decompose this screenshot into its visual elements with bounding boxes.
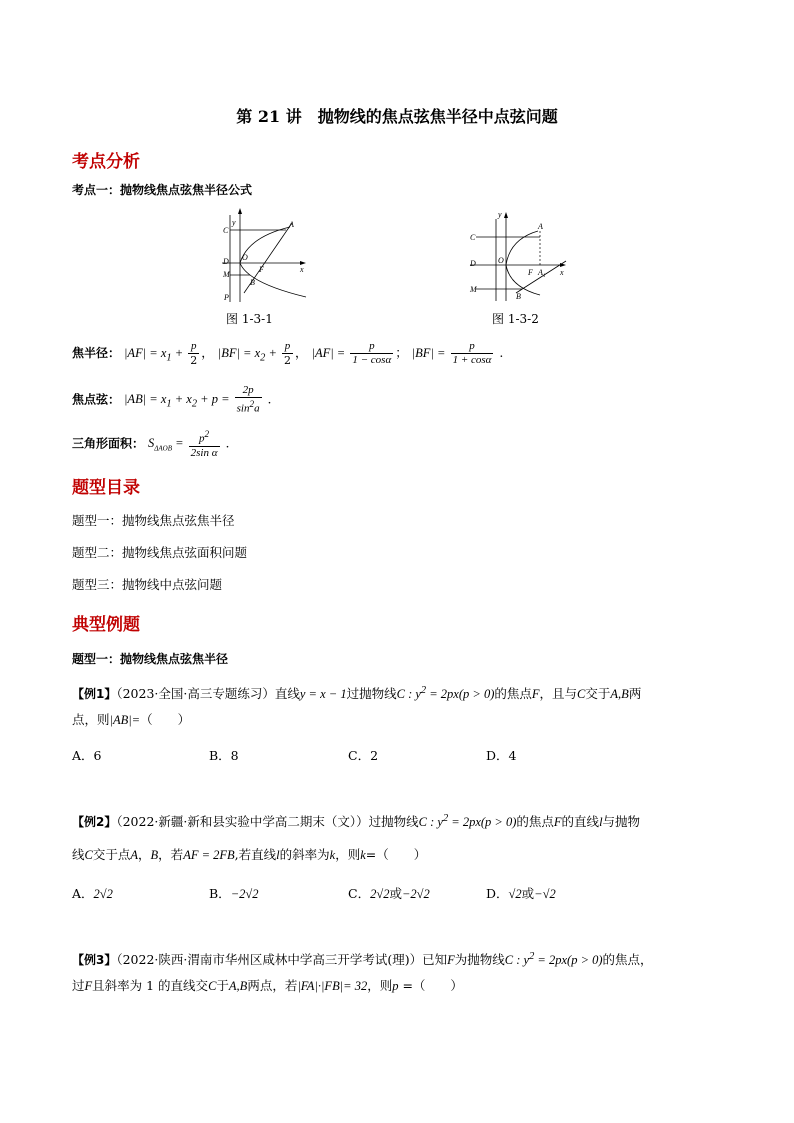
figure-2-caption: 图 1-3-2	[492, 312, 539, 326]
ex1-option-b: B．8	[209, 748, 239, 763]
formula-focal-radius: 焦半径： $|AF| = x_1$ + $\frac{p}{2}$ ， $|BF| = x_2$ + $\frac{p}{2}$ ， |AF| = $\frac{p}{1 - \cos\alpha}$ ； |BF| = $\frac{p}{1 + \cos\alpha}$ .	[72, 340, 504, 367]
ex2-option-d: D．√2或−√2	[486, 886, 556, 901]
type-list-item: 题型一：抛物线焦点弦焦半径	[72, 513, 235, 528]
section-heading-analysis: 考点分析	[72, 152, 140, 172]
example-2-line2: 线C交于点A，B，若AF = 2FB,若直线l的斜率为k，则k=（ ）	[72, 847, 427, 862]
svg-text:P: P	[224, 293, 229, 302]
type-list-item: 题型二：抛物线焦点弦面积问题	[72, 545, 248, 560]
figure-1-caption: 图 1-3-1	[226, 312, 273, 326]
example-3: 【例3】（2022·陕西·渭南市华州区咸林中学高三开学考试(理)）已知F为抛物线C : $y^2 = 2px(p > 0)$的焦点，	[72, 951, 653, 968]
svg-text:B: B	[250, 278, 255, 287]
formula-triangle-area: 三角形面积： $S_{\Delta AOB}$ = $\frac{p^2}{\text{2sin α}}$ .	[72, 429, 230, 459]
ex1-option-d: D．4	[486, 748, 517, 763]
svg-text:D: D	[223, 257, 229, 266]
svg-text:x: x	[560, 268, 564, 277]
svg-text:D: D	[470, 259, 476, 268]
type1-heading: 题型一：抛物线焦点弦焦半径	[72, 652, 229, 666]
svg-text:F: F	[528, 268, 533, 277]
svg-text:O: O	[498, 256, 504, 265]
svg-text:M: M	[223, 270, 230, 279]
section-heading-types: 题型目录	[72, 478, 140, 498]
svg-text:M: M	[470, 285, 477, 294]
svg-text:1: 1	[543, 274, 546, 279]
example-1: 【例1】（2023·全国·高三专题练习）直线y = x − 1过抛物线C : $y^2 = 2px(p > 0)$的焦点F，且与C交于A,B两	[72, 685, 642, 702]
svg-text:F: F	[259, 265, 264, 274]
formula-focal-chord: 焦点弦： $|AB| = x_1 + x_2 + p$ = $\frac{2p}{\sin^2a}$ .	[72, 384, 272, 415]
svg-text:B: B	[516, 292, 521, 301]
svg-text:C: C	[470, 233, 476, 242]
figure-1-3-2	[466, 209, 570, 303]
ex2-option-b: B．−2√2	[209, 886, 259, 901]
figure-1-3-1	[218, 205, 310, 305]
ex2-option-a: A．2√2	[72, 886, 113, 901]
point-heading: 考点一：抛物线焦点弦焦半径公式	[72, 183, 253, 197]
type-list-item: 题型三：抛物线中点弦问题	[72, 577, 223, 592]
section-heading-examples: 典型例题	[72, 615, 140, 635]
page-title: 第 21 讲 抛物线的焦点弦焦半径中点弦问题	[236, 107, 558, 126]
svg-text:A: A	[538, 222, 543, 231]
svg-text:C: C	[223, 226, 229, 235]
svg-text:A: A	[289, 220, 294, 229]
example-2: 【例2】（2022·新疆·新和县实验中学高二期末（文））过抛物线C : $y^2 = 2px(p > 0)$的焦点F的直线l与抛物	[72, 813, 641, 830]
example-3-line2: 过F且斜率为 1 的直线交C于A,B两点，若|FA|·|FB|= 32，则p =（ ）	[72, 978, 463, 993]
svg-text:y: y	[232, 218, 236, 227]
ex1-option-a: A．6	[72, 748, 102, 763]
svg-text:O: O	[242, 253, 248, 262]
ex2-option-c: C．2√2或−2√2	[348, 886, 430, 901]
example-1-line2: 点，则|AB|=（ ）	[72, 712, 191, 727]
svg-text:x: x	[300, 265, 304, 274]
ex1-option-c: C．2	[348, 748, 379, 763]
svg-text:y: y	[498, 210, 502, 219]
svg-text:A: A	[538, 268, 543, 277]
